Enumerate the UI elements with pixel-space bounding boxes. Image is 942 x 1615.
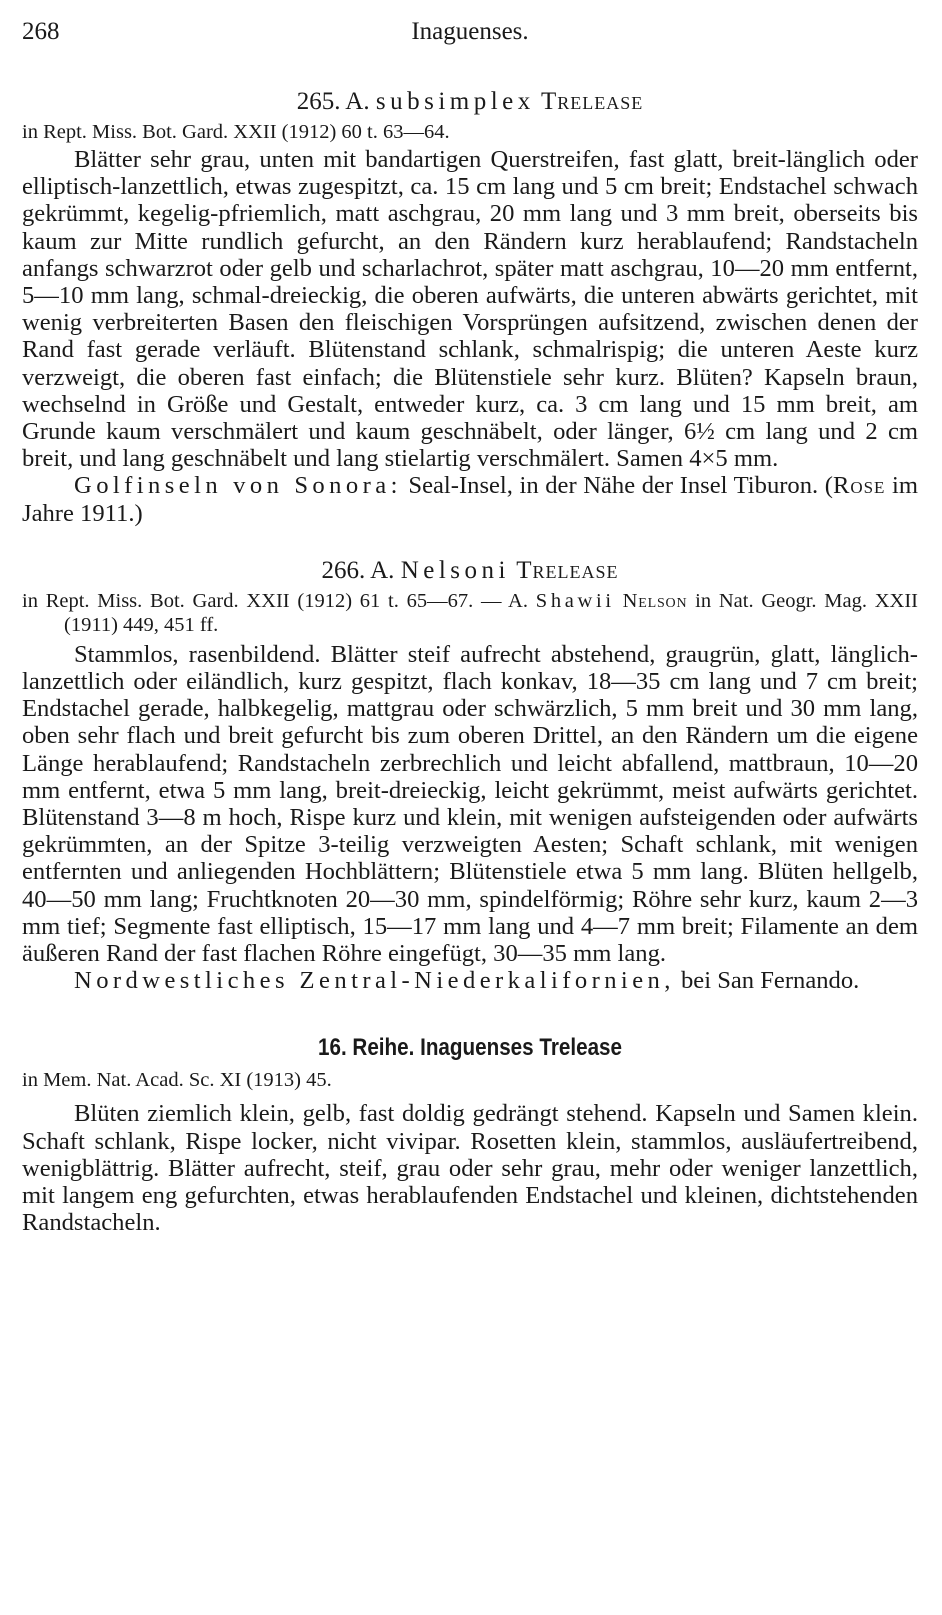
- description-fraction: 6½: [684, 418, 715, 446]
- literature-reference: in Mem. Nat. Acad. Sc. XI (1913) 45.: [22, 1069, 332, 1092]
- literature-reference: in Rept. Miss. Bot. Gard. XXII (1912) 60 t. 63—64.: [22, 121, 450, 143]
- reference-text: in Rept. Miss. Bot. Gard. XXII (1912) 61 t. 65—67. — A.: [22, 589, 528, 612]
- synonym-author: Nelson: [622, 589, 688, 612]
- species-epithet: Nelsoni: [400, 556, 510, 584]
- distribution-region: Nordwestliches Zentral-Niederkalifornien,: [74, 967, 675, 995]
- entry-number: 266. A.: [321, 556, 395, 584]
- section-16: [22, 1032, 918, 1236]
- species-entry-266: [22, 555, 918, 995]
- book-page: [22, 14, 918, 1237]
- distribution-text-end: im Jahre 1911.): [22, 472, 918, 527]
- distribution-region: Golfinseln von Sonora:: [74, 472, 402, 500]
- distribution: [22, 967, 918, 994]
- reference-text-end: in Nat. Geogr. Mag. XXII (1911) 449, 451 ff.: [64, 589, 919, 636]
- species-author: Trelease: [541, 88, 644, 115]
- distribution: [22, 472, 918, 526]
- literature-reference: [22, 589, 918, 637]
- collector-name: Rose: [832, 472, 886, 500]
- species-epithet: subsimplex: [375, 88, 535, 115]
- distribution-text: bei San Fernando.: [681, 967, 860, 995]
- page-number: 268: [22, 18, 60, 45]
- species-entry-265: [22, 86, 918, 527]
- running-head: [22, 14, 918, 50]
- description-text-end: cm lang und 2 cm breit, und lang geschnäbelt und lang stielartig verschmälert. Samen 4×5 mm.: [22, 418, 918, 473]
- synonym-epithet: Shawii: [535, 589, 615, 612]
- entry-number: 265. A.: [296, 88, 370, 115]
- entry-heading: [22, 86, 918, 118]
- entry-heading: [22, 555, 918, 587]
- running-title: Inaguenses.: [411, 18, 529, 45]
- section-heading: 16. Reihe. Inaguenses Trelease: [317, 1034, 623, 1062]
- species-description: Stammlos, rasenbildend. Blätter steif aufrecht abstehend, graugrün, glatt, länglich-lanzettlich oder eiländlich, kurz gespitzt, flach konkav, 18—35 cm lang und 7 cm breit; Endstachel gerade, halbkegelig, mattgrau oder schwärzlich, 5 mm breit und 30 mm lang, oben sehr flach und breit gefurcht bis zum oberen Drittel, an den Rändern um die eigene Länge herablaufend; Randstacheln zerbrechlich und leicht abfallend, mattbraun, 10—20 mm entfernt, etwa 5 mm lang, breit-dreieckig, leicht gekrümmt, meist aufwärts gerichtet. Blütenstand 3—8 m hoch, Rispe kurz und klein, mit wenigen aufsteigenden oder aufwärts gekrümmten, an der Spitze 3-teilig verzweigten Aesten; Schaft schlank, mit wenigen entfernten und anliegenden Hochblättern; Blütenstiele etwa 5 mm lang. Blüten hellgelb, 40—50 mm lang; Fruchtknoten 20—30 mm, spindelförmig; Röhre sehr kurz, kaum 2—3 mm tief; Segmente fast elliptisch, 15—17 mm lang und 4—7 mm breit; Filamente an dem äußeren Rand der fast flachen Röhre eingefügt, 30—35 mm lang.: [22, 640, 918, 968]
- species-description: [22, 146, 918, 472]
- distribution-text: Seal-Insel, in der Nähe der Insel Tiburon. (: [408, 472, 833, 500]
- description-text: Blätter sehr grau, unten mit bandartigen Querstreifen, fast glatt, breit-länglich oder elliptisch-lanzettlich, etwas zugespitzt, ca. 15 cm lang und 5 cm breit; Endstachel schwach gekrümmt, kegelig-pfriemlich, matt aschgrau, 20 mm lang und 3 mm breit, oberseits bis kaum zur Mitte rundlich gefurcht, an den Rändern kurz herablaufend; Randstacheln anfangs schwarzrot oder gelb und scharlachrot, später matt aschgrau, 10—20 mm entfernt, 5—10 mm lang, schmal-dreieckig, die oberen aufwärts, die unteren abwärts gerichtet, mit wenig verbreiterten Basen den fleischigen Vorsprüngen aufsitzend, zwischen denen der Rand fast gerade verläuft. Blütenstand schlank, schmalrispig; die unteren Aeste kurz verzweigt, die oberen fast einfach; die Blütenstiele sehr kurz. Blüten? Kapseln braun, wechselnd in Größe und Gestalt, entweder kurz, ca. 3 cm lang und 15 mm breit, am Grunde kaum verschmälert und kaum geschnäbelt, oder länger,: [22, 146, 918, 446]
- species-author: Trelease: [516, 556, 619, 584]
- section-description: Blüten ziemlich klein, gelb, fast doldig gedrängt stehend. Kapseln und Samen klein. Schaft schlank, Rispe locker, nicht vivipar. Rosetten klein, stammlos, ausläufertreibend, wenigblättrig. Blätter aufrecht, steif, grau oder sehr grau, mehr oder weniger lanzettlich, mit langem eng gefurchten, etwas herablaufenden Endstachel und kleinen, dichtstehenden Randstacheln.: [22, 1100, 918, 1237]
